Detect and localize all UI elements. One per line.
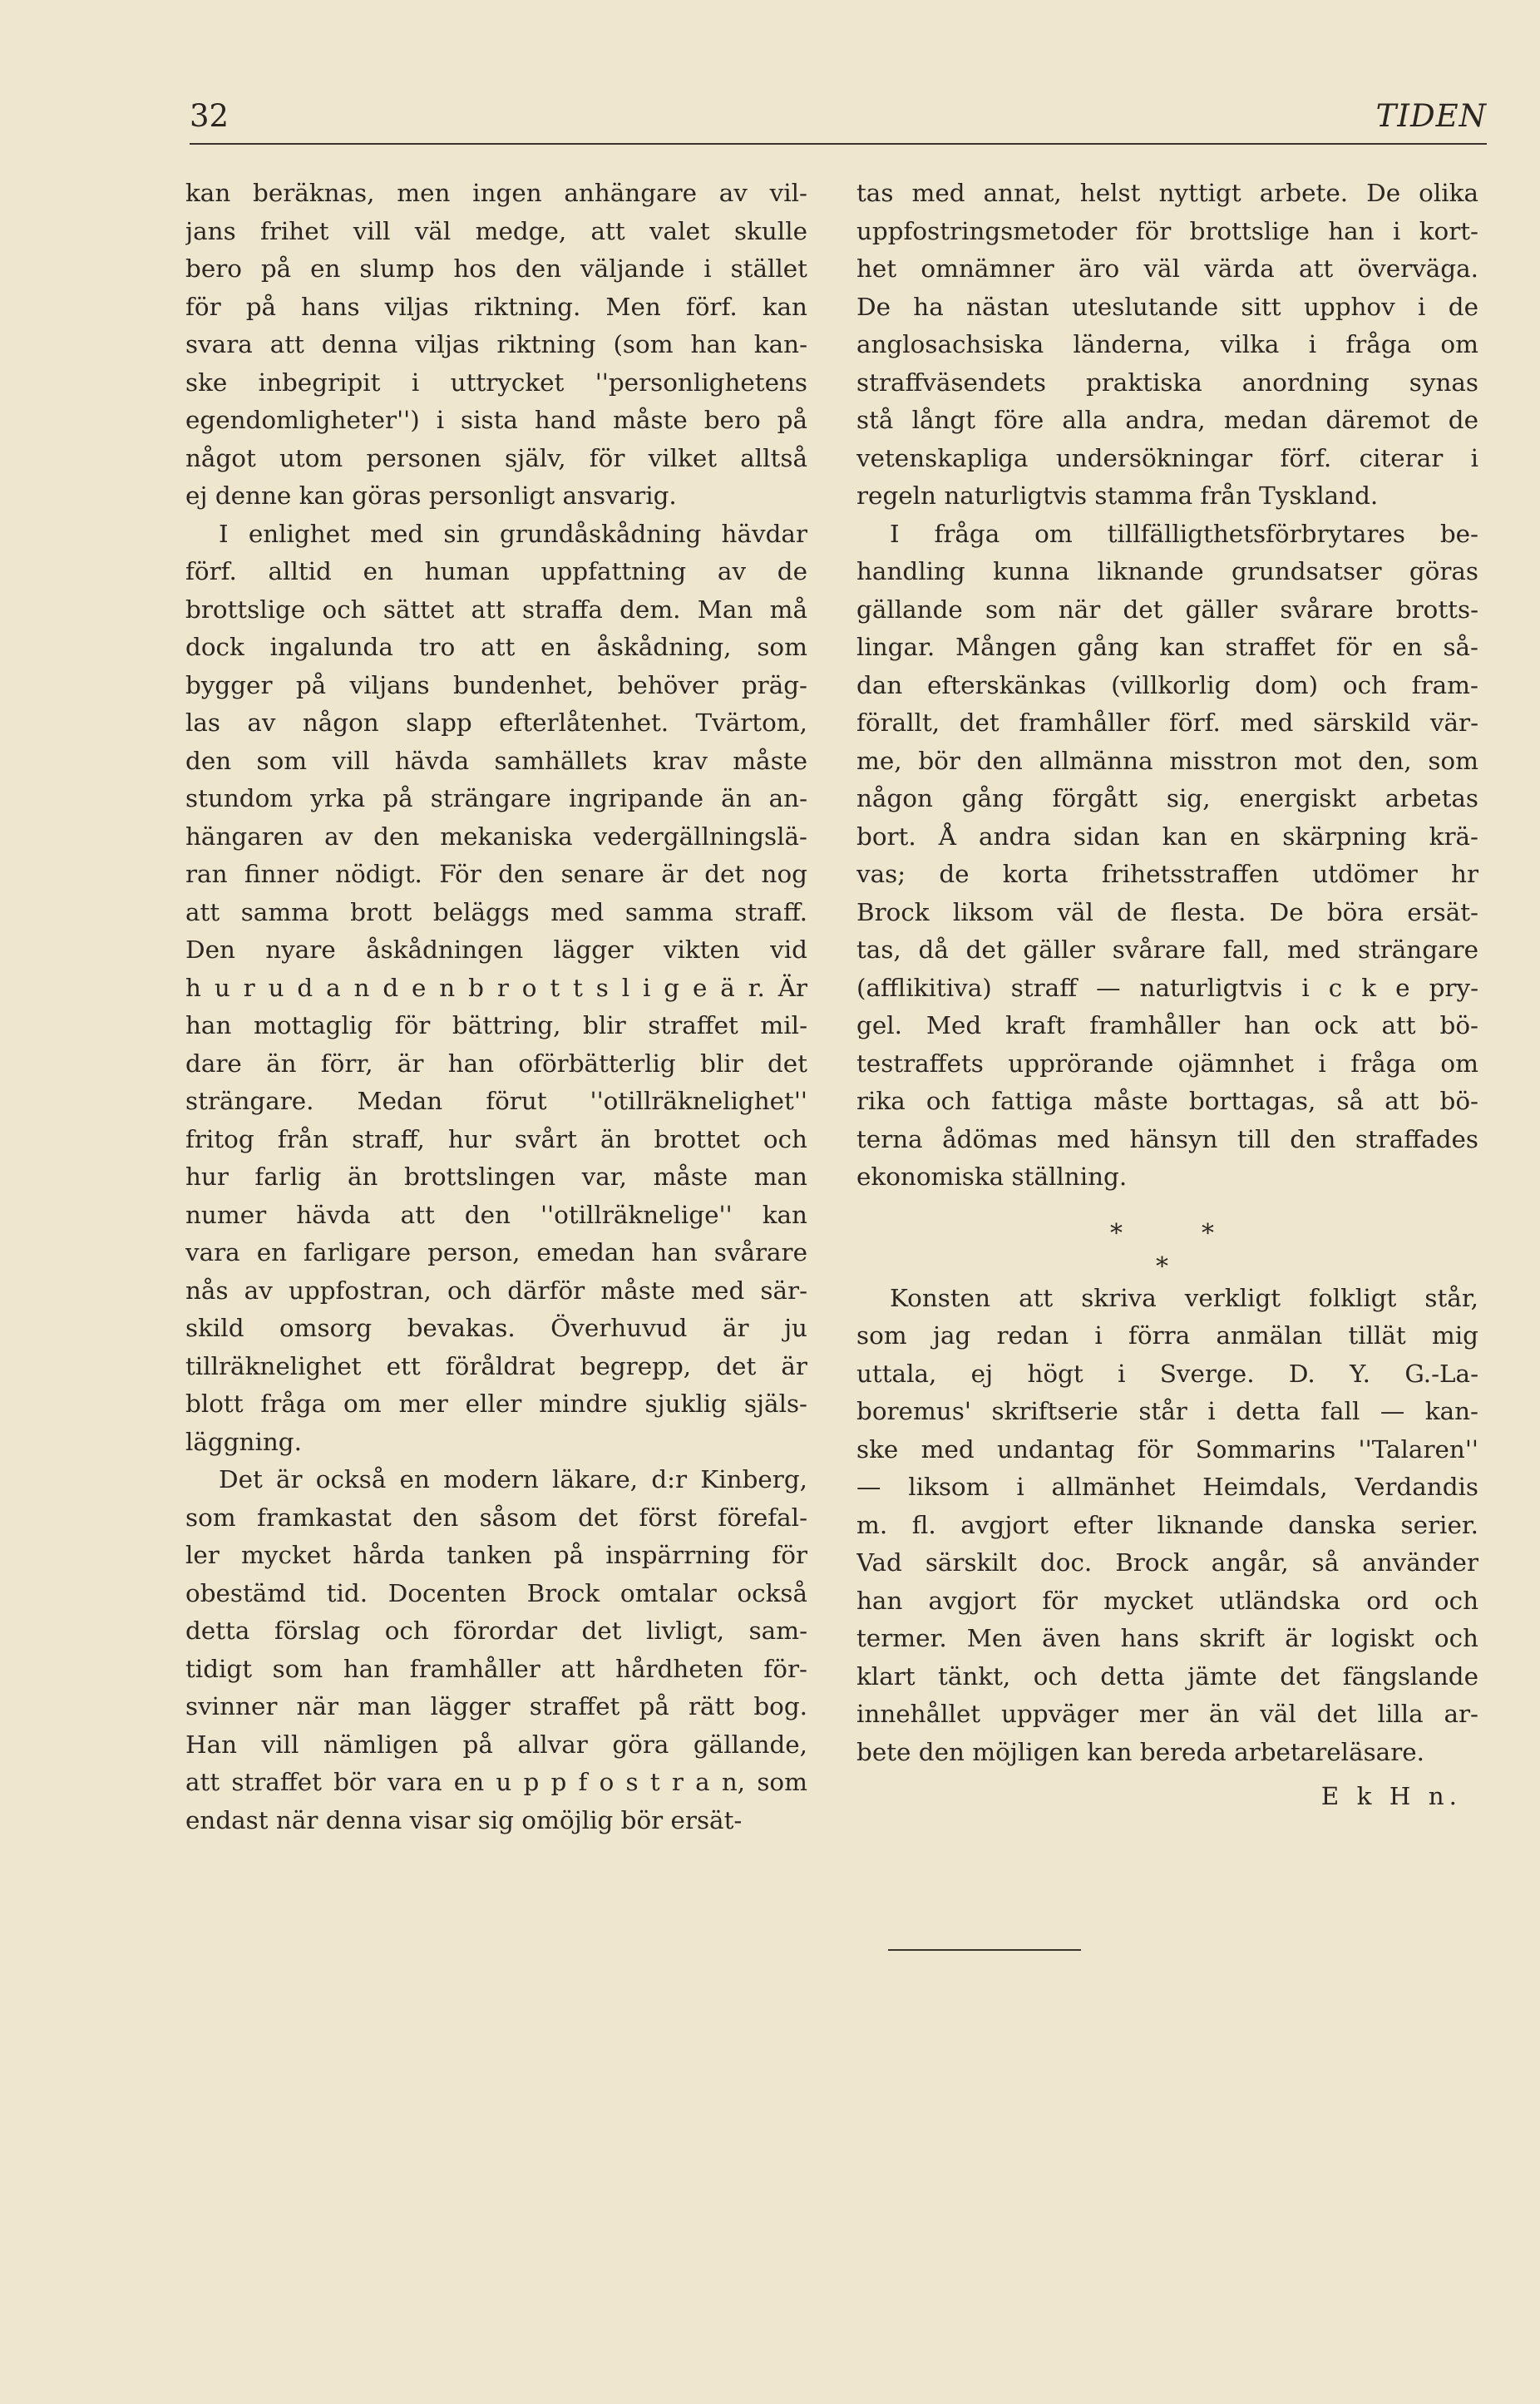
text-line: ske med undantag för Sommarins ''Talaren'' xyxy=(856,1434,1478,1464)
text-line: tas, då det gäller svårare fall, med strängare xyxy=(856,935,1478,964)
text-line: I enlighet med sin grundåskådning hävdar xyxy=(219,519,807,548)
ornament-star: * xyxy=(1110,1218,1123,1248)
text-line: som jag redan i förra anmälan tillät mig xyxy=(856,1321,1478,1350)
text-line: Vad särskilt doc. Brock angår, så använder xyxy=(856,1548,1478,1577)
text-line: straffväsendets praktiska anordning synas xyxy=(856,368,1478,397)
text-line: han mottaglig för bättring, blir straffet mil- xyxy=(185,1011,807,1039)
text-line: jans frihet vill väl medge, att valet skulle xyxy=(185,216,807,245)
text-line: tidigt som han framhåller att hårdheten för- xyxy=(185,1654,807,1683)
signature: E k H n. xyxy=(1320,1782,1462,1810)
right-column xyxy=(856,175,1478,1816)
text-line: fritog från straff, hur svårt än brottet och xyxy=(185,1124,807,1153)
text-line: egendomligheter'') i sista hand måste bero på xyxy=(185,406,807,434)
text-line: hängaren av den mekaniska vedergällningslä- xyxy=(185,822,807,851)
text-line: las av någon slapp efterlåtenhet. Tvärtom, xyxy=(185,708,807,737)
text-line: ekonomiska ställning. xyxy=(856,1163,1128,1191)
text-line: stundom yrka på strängare ingripande än an- xyxy=(185,784,807,812)
journal-title: TIDEN xyxy=(1375,98,1487,134)
text-line: endast när denna visar sig omöjlig bör ersät- xyxy=(185,1805,743,1834)
text-line: något utom personen själv, för vilket alltså xyxy=(185,443,807,472)
text-line: klart tänkt, och detta jämte det fängslande xyxy=(856,1661,1478,1691)
text-line: numer hävda att den ''otillräknelige'' kan xyxy=(185,1200,807,1229)
text-line: I fråga om tillfälligthetsförbrytares be- xyxy=(890,519,1478,548)
text-line: nås av uppfostran, och därför måste med sär- xyxy=(185,1276,807,1305)
text-line: ske inbegripit i uttrycket ''personlighetens xyxy=(185,368,807,397)
text-line: tillräknelighet ett föråldrat begrepp, det är xyxy=(185,1351,807,1380)
text-line: lingar. Mången gång kan straffet för en så- xyxy=(856,633,1478,661)
text-line: svara att denna viljas riktning (som han kan- xyxy=(185,330,807,358)
text-line: regeln naturligtvis stamma från Tyskland. xyxy=(856,481,1379,510)
text-line: detta förslag och förordar det livligt, sam- xyxy=(185,1617,807,1645)
text-line: för på hans viljas riktning. Men förf. kan xyxy=(185,292,807,321)
text-line: gällande som när det gäller svårare brotts- xyxy=(856,595,1478,624)
text-line: h u r u d a n d e n b r o t t s l i g e ä r. Är xyxy=(185,973,807,1002)
text-line: någon gång förgått sig, energiskt arbetas xyxy=(856,784,1478,812)
text-line: kan beräknas, men ingen anhängare av vil- xyxy=(185,179,807,207)
text-line: vara en farligare person, emedan han svårare xyxy=(185,1238,807,1266)
text-line: innehållet uppväger mer än väl det lilla ar- xyxy=(856,1700,1478,1728)
text-line: het omnämner äro väl värda att överväga. xyxy=(856,254,1478,283)
text-line: hur farlig än brottslingen var, måste man xyxy=(185,1163,807,1191)
text-line: brottslige och sättet att straffa dem. Man må xyxy=(185,595,807,624)
right-column-top xyxy=(856,175,1478,1197)
text-line: att straffet bör vara en u p p f o s t r a n, som xyxy=(185,1768,807,1796)
text-line: ran finner nödigt. För den senare är det nog xyxy=(185,860,807,888)
text-line: m. fl. avgjort efter liknande danska serier. xyxy=(856,1510,1478,1539)
text-line: boremus' skriftserie står i detta fall — kan- xyxy=(856,1397,1478,1425)
text-line: tas med annat, helst nyttigt arbete. De olika xyxy=(856,179,1478,207)
page-number: 32 xyxy=(190,98,230,134)
text-line: att samma brott beläggs med samma straff. xyxy=(185,897,807,926)
text-line: De ha nästan uteslutande sitt upphov i de xyxy=(856,292,1478,321)
text-line: ej denne kan göras personligt ansvarig. xyxy=(185,481,677,510)
section-ornament xyxy=(856,1197,1478,1280)
text-line: förf. alltid en human uppfattning av de xyxy=(185,557,807,585)
text-line: strängare. Medan förut ''otillräknelighet'' xyxy=(185,1087,807,1115)
text-line: gel. Med kraft framhåller han ock att bö- xyxy=(856,1011,1478,1039)
text-line: me, bör den allmänna misstron mot den, som xyxy=(856,746,1478,775)
text-line: som framkastat den såsom det först förefal- xyxy=(185,1503,807,1532)
text-line: stå långt före alla andra, medan däremot de xyxy=(856,406,1478,434)
text-line: dan efterskänkas (villkorlig dom) och fram- xyxy=(856,670,1478,699)
ornament-star: * xyxy=(1202,1218,1214,1248)
text-line: vas; de korta frihetsstraffen utdömer hr xyxy=(856,860,1478,888)
text-line: bygger på viljans bundenhet, behöver präg- xyxy=(185,670,807,699)
ornament-star: * xyxy=(1156,1251,1168,1281)
text-line: anglosachsiska länderna, vilka i fråga om xyxy=(856,330,1478,358)
text-line: bort. Å andra sidan kan en skärpning krä- xyxy=(856,822,1478,851)
header-rule xyxy=(190,143,1487,145)
text-line: Den nyare åskådningen lägger vikten vid xyxy=(185,935,807,964)
text-line: termer. Men även hans skrift är logiskt och xyxy=(856,1624,1478,1652)
right-column-bottom xyxy=(856,1280,1478,1772)
text-line: Brock liksom väl de flesta. De böra ersät- xyxy=(856,897,1478,926)
text-line: dare än förr, är han oförbätterlig blir det xyxy=(185,1049,807,1078)
text-line: dock ingalunda tro att en åskådning, som xyxy=(185,633,807,661)
text-line: — liksom i allmänhet Heimdals, Verdandis xyxy=(856,1473,1478,1501)
text-line: (afflikitiva) straff — naturligtvis i c k e pry- xyxy=(856,973,1478,1002)
text-line: förallt, det framhåller förf. med särskild vär- xyxy=(856,708,1478,737)
text-line: blott fråga om mer eller mindre sjuklig själs- xyxy=(185,1390,807,1418)
text-line: obestämd tid. Docenten Brock omtalar också xyxy=(185,1578,807,1607)
text-line: testraffets upprörande ojämnhet i fråga om xyxy=(856,1049,1478,1078)
page-header xyxy=(190,93,1487,143)
text-line: Han vill nämligen på allvar göra gällande, xyxy=(185,1730,807,1759)
text-line: uttala, ej högt i Sverge. D. Y. G.-La- xyxy=(856,1359,1478,1388)
text-line: Det är också en modern läkare, d:r Kinberg, xyxy=(219,1465,807,1493)
bottom-rule xyxy=(888,1949,1081,1951)
text-line: bero på en slump hos den väljande i stället xyxy=(185,254,807,283)
left-column xyxy=(185,175,807,1839)
text-line: han avgjort för mycket utländska ord och xyxy=(856,1586,1478,1615)
text-line: skild omsorg bevakas. Överhuvud är ju xyxy=(185,1314,807,1342)
text-line: bete den möjligen kan bereda arbetareläsare. xyxy=(856,1737,1424,1766)
text-line: rika och fattiga måste borttagas, så att bö- xyxy=(856,1087,1478,1115)
text-line: vetenskapliga undersökningar förf. citerar i xyxy=(856,443,1478,472)
text-line: handling kunna liknande grundsatser göras xyxy=(856,557,1478,585)
text-line: uppfostringsmetoder för brottslige han i kort- xyxy=(856,216,1478,245)
text-line: terna ådömas med hänsyn till den straffades xyxy=(856,1124,1478,1153)
text-line: den som vill hävda samhällets krav måste xyxy=(185,746,807,775)
text-line: ler mycket hårda tanken på inspärrning för xyxy=(185,1541,807,1569)
text-line: läggning. xyxy=(185,1427,302,1456)
text-line: Konsten att skriva verkligt folkligt står, xyxy=(890,1283,1478,1312)
text-line: svinner när man lägger straffet på rätt bog. xyxy=(185,1692,807,1720)
